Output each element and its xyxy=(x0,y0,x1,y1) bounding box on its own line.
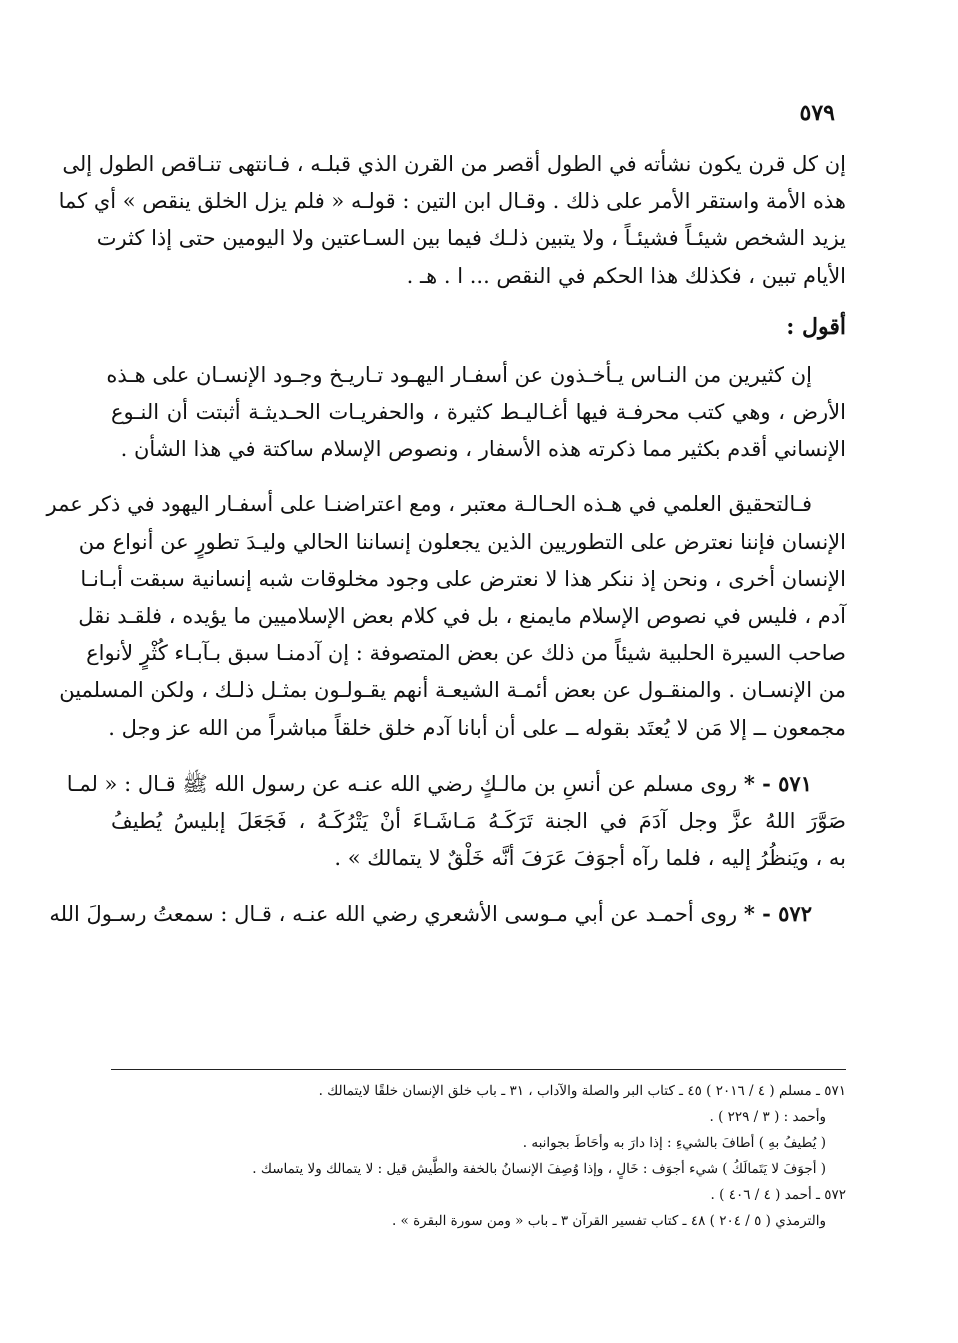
footnote: ٥٧٢ ـ أحمد ( ٤ / ٤٠٦ ) . xyxy=(710,1187,846,1203)
text-line xyxy=(49,895,846,933)
hadith-number: ٥٧١ - * xyxy=(743,770,812,796)
text-line: صَوَّرَ اللهُ عزَّ وجل آدَمَ في الجنة تَرَكَـهُ مَـاشَـاءَ أنْ يَتْرُكَـهُ ، فَجَعَلَ إبليسُ يُطيفُ xyxy=(111,809,846,834)
text-line: هذه الأمة واستقر الأمر على ذلك . وقـال ابن التين : قولـه « فلم يزل الخلق ينقص » أي كما xyxy=(58,189,846,214)
footnote-divider xyxy=(111,1069,846,1070)
footnotes xyxy=(111,1078,846,1234)
text-line: الإنسان فإننا نعترض على التطوريين الذين يجعلون إنساننا الحالي وليـدَ تطورٍ عن أنواع من xyxy=(78,529,846,554)
text-line: إن كل قرن يكون نشأته في الطول أقصر من القرن الذي قبلـه ، فـانتهى تنـاقص الطول إلى xyxy=(62,152,846,176)
main-text xyxy=(46,146,846,934)
text-line xyxy=(66,765,846,803)
hadith-572 xyxy=(49,895,846,933)
footnote: والترمذي ( ٥ / ٢٠٤ ) ٤٨ ـ كتاب تفسير القرآن ٣ ـ باب « ومن سورة البقرة » . xyxy=(391,1213,826,1229)
hadith-number: ٥٧٢ - * xyxy=(743,901,812,927)
page-number: ٥٧٩ xyxy=(799,100,835,126)
text-line: فـالتحقيق العلمي في هـذه الحـالـة معتبر ، ومع اعتراضنـا على أسفـار اليهود في ذكر عمر xyxy=(46,492,812,517)
footnote: ( أجوَفَ لا يَتَمالَكُ ) شيء أجوَف : خَالٍ ، وإذا وُصِفَ الإنسانُ بالخفة والطَّيش قيل : لا يتمالك ولا يتماسك . xyxy=(252,1161,826,1177)
text-line: الإنساني أقدم بكثير مما ذكرته هذه الأسفار ، ونصوص الإسلام ساكتة في هذا الشأن . xyxy=(120,437,846,462)
text-line: آدم ، فليس في نصوص الإسلام مايمنع ، بل في كلام بعض الإسلاميين ما يؤيده ، فلقـد نقل xyxy=(78,604,846,629)
footnote: ٥٧١ ـ مسلم ( ٤ / ٢٠١٦ ) ٤٥ ـ كتاب البر والصلة والآداب ، ٣١ ـ باب خلق الإنسان خلقًا لايتمالك . xyxy=(318,1083,846,1099)
text-line: الإنسان أخرى ، ونحن إذ ننكر هذا لا نعترض على وجود مخلوقات شبه إنسانية سبقت أبـانـا xyxy=(80,566,846,591)
hadith-text: روى مسلم عن أنسِ بن مالـكٍ رضي الله عنـه عن رسول الله ﷺ قـال : « لمـا xyxy=(66,771,738,796)
text-line: به ، ويَنظُرُ إليه ، فلما رآه أجوَفَ عَرَفَ أنَّه خَلْقٌ لا يتمالك » . xyxy=(334,846,846,871)
paragraph-1 xyxy=(58,146,846,295)
paragraph-3 xyxy=(46,486,846,746)
section-heading: أقول : xyxy=(786,313,846,340)
text-line: صاحب السيرة الحلبية شيئاً من ذلك عن بعض المتصوفة : إن آدمنـا سبق بـآبـاء كُثْرٍ لأنواع xyxy=(86,641,846,666)
footnote: وأحمد : ( ٣ / ٢٢٩ ) . xyxy=(709,1109,826,1125)
text-line: إن كثيرين من النـاس يـأخـذون عن أسفـار اليهـود تـاريـخ وجـود الإنسـان على هـذه xyxy=(106,362,812,387)
text-line: من الإنسـان . والمنقـول عن بعض أئمـة الشيعـة أنهم يقـولـون بمثـل ذلـك ، ولكن المسلمين xyxy=(59,678,846,703)
hadith-571 xyxy=(66,765,846,878)
footnote: ( يُطيفُ بهِ ) أطافَ بالشيءِ : إذا دارَ به وأحَاطَ بجوانبه . xyxy=(522,1135,826,1151)
text-line: الأرض ، وهي كتب محرفـة فيها أغـاليـط كثيرة ، والحفريـات الحـديثـة أثبتت أن النـوع xyxy=(111,400,846,425)
paragraph-2 xyxy=(106,357,846,469)
text-line: يزيد الشخص شيئـاً فشيئـاً ، ولا يتبين ذلـك فيما بين السـاعتين ولا اليومين حتى إذا كثرت xyxy=(96,226,846,251)
text-line: الأيام تبين ، فكذلك هذا الحكم في النقص ... ا . هـ . xyxy=(406,263,846,288)
text-line: مجمعون ــ إلا مَن لا يُعتَد بقوله ــ على أن أبانا آدم خلق خلقاً مباشراً من الله عز وجل . xyxy=(108,715,846,740)
hadith-text: روى أحمـد عن أبي مـوسى الأشعري رضي الله عنـه ، قـال : سمعتُ رسـولَ الله xyxy=(49,902,738,927)
